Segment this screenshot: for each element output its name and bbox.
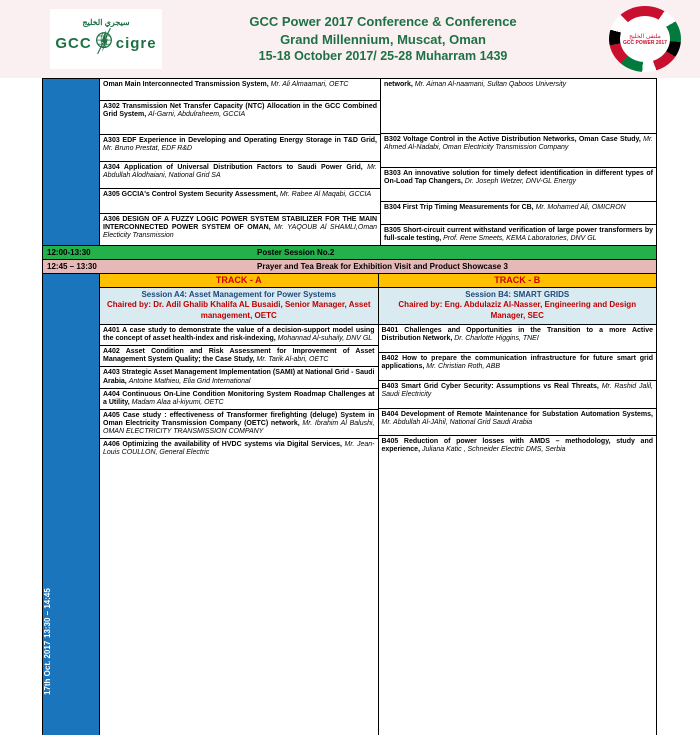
- paper-authors: Mr. Rashid Jalil, Saudi Electricity: [381, 383, 654, 399]
- paper-title: A402 Asset Condition and Risk Assessment for Improvement of Asset Management System Quality; the Case Study,: [103, 348, 375, 364]
- paper-row: [100, 79, 380, 101]
- paper-authors: Mr. Aiman Al-naamani, Sultan Qaboos University: [414, 81, 567, 88]
- paper-authors: Al-Garni, Abdulraheem, GCCIA: [148, 111, 246, 119]
- paper-title: A405 Case study : effectiveness of Transformer firefighting (deluge) System in Oman Electricity Transmission Company (OETC) network,: [103, 411, 375, 427]
- paper-row: [100, 367, 378, 388]
- paper-title: A305 GCCIA's Control System Security Assessment,: [103, 191, 278, 198]
- morning-date-sidebar: [43, 79, 100, 245]
- paper-row: [100, 214, 380, 245]
- poster-session-label: Poster Session No.2: [257, 248, 335, 258]
- paper-authors: Juliana Katic , Schneider Electric DMS, Serbia: [421, 446, 566, 454]
- paper-title: A404 Continuous On-Line Condition Monitoring System Roadmap Challenges at a Utility,: [103, 390, 375, 406]
- paper-title: B305 Short-circuit current withstand verification of large power transformers by full-scale testing,: [384, 227, 653, 243]
- poster-session-time: 12:00-13:30: [47, 248, 91, 258]
- paper-authors: Mr. Rabee Al Maqabi, GCCIA: [279, 191, 372, 198]
- paper-row: [379, 325, 657, 353]
- track-a-header: TRACK - A: [100, 274, 378, 288]
- conference-title: [162, 13, 604, 65]
- paper-row: [379, 381, 657, 409]
- gcc-power-2017-logo: [604, 3, 686, 75]
- paper-title: B401 Challenges and Opportunities in the Transition to a more Active Distribution Network,: [381, 327, 653, 343]
- session-a4-papers: [100, 325, 378, 735]
- paper-row: [381, 168, 656, 202]
- paper-row: [100, 135, 380, 162]
- paper-authors: Dr. Charlotte Higgins, TNEI: [454, 335, 539, 343]
- paper-row: [379, 436, 657, 735]
- title-line-1: GCC Power 2017 Conference & Conference: [249, 14, 517, 30]
- poster-session-band: [42, 246, 657, 260]
- paper-title: A302 Transmission Net Transfer Capacity (NTC) Allocation in the GCC Combined Grid System,: [103, 103, 377, 119]
- paper-row: [100, 439, 378, 735]
- paper-authors: Mr. Tarik Al-abri, OETC: [256, 356, 329, 364]
- paper-title: A306 DESIGN OF A FUZZY LOGIC POWER SYSTEM STABILIZER FOR THE MAIN INTERCONNECTED POWER SYSTEM OF OMAN,: [103, 216, 377, 232]
- paper-row: [381, 79, 656, 134]
- paper-authors: Mr. Jean-Louis COULLON, General Electric: [103, 440, 375, 456]
- track-a-column: [100, 274, 379, 735]
- paper-title: A304 Application of Universal Distribution Factors to Saudi Power Grid,: [103, 164, 363, 171]
- session-b4-papers: [379, 325, 657, 735]
- gcc-cigre-logo-arabic: سيجري الخليج: [82, 18, 130, 27]
- session-b4-title: Session B4: SMART GRIDS: [465, 290, 570, 300]
- paper-authors: Mr. YAQOUB Al SHAMLI,Oman Electicity Transmission: [103, 224, 377, 240]
- paper-title: B303 An innovative solution for timely defect identification in different types of On-Load Tap Changers,: [384, 170, 653, 186]
- paper-title: network,: [384, 81, 413, 88]
- paper-authors: Mr. Ibrahim Al Balushi, OMAN ELECTRICITY TRANSMISSION COMPANY: [103, 419, 375, 435]
- gcc-power-logo-arabic: ملتقى الخليج: [629, 33, 661, 40]
- session-b4-header: [379, 288, 657, 325]
- paper-row: [100, 389, 378, 410]
- track-b-header: TRACK - B: [379, 274, 657, 288]
- paper-authors: Mr. Ali Almaamari, OETC: [270, 81, 349, 88]
- paper-title: Oman Main Interconnected Transmission System,: [103, 81, 269, 88]
- oman-flag-ring-icon: [609, 6, 681, 72]
- title-line-2: Grand Millennium, Muscat, Oman: [280, 31, 486, 47]
- track-b-column: [379, 274, 657, 735]
- gcc-cigre-logo: [50, 9, 162, 69]
- paper-row: [100, 410, 378, 439]
- paper-row: [381, 134, 656, 168]
- paper-authors: Antoine Mathieu, Elia Grid International: [128, 377, 251, 385]
- paper-title: A406 Optimizing the availability of HVDC systems via Digital Services,: [103, 440, 342, 448]
- paper-authors: Mr. Mohamed Ali, OMICRON: [535, 204, 626, 211]
- morning-track-b-column: [381, 79, 656, 245]
- gcc-power-logo-name: GCC POWER 2017: [623, 39, 667, 46]
- session-a4-chair: Chaired by: Dr. Adil Ghalib Khalifa AL Busaidi, Senior Manager, Asset management, OETC: [107, 300, 371, 320]
- session-a4-title: Session A4: Asset Management for Power Systems: [141, 290, 337, 300]
- morning-track-a-column: [100, 79, 381, 245]
- paper-title: B405 Reduction of power losses with AMDS – methodology, study and experience,: [381, 438, 653, 454]
- paper-row: [100, 189, 380, 214]
- paper-title: A401 A case study to demonstrate the value of a decision-support model using the concept of asset health-index and risk-indexing,: [103, 327, 375, 343]
- paper-title: B402 How to prepare the communication infrastructure for future smart grid applications,: [381, 355, 653, 371]
- session-a4-header: [100, 288, 378, 325]
- paper-title: B302 Voltage Control in the Active Distribution Networks, Oman Case Study,: [384, 136, 641, 143]
- cigre-logo-text: cigre: [115, 35, 157, 52]
- paper-row: [100, 325, 378, 346]
- paper-row: [381, 225, 656, 245]
- prayer-break-label: Prayer and Tea Break for Exhibition Visit and Product Showcase 3: [257, 262, 508, 272]
- title-line-3: 15-18 October 2017/ 25-28 Muharram 1439: [258, 49, 508, 64]
- paper-title: B404 Development of Remote Maintenance for Substation Automation Systems,: [381, 411, 653, 419]
- paper-authors: Mohannad Al-suhaily, DNV GL: [277, 335, 373, 343]
- afternoon-sessions-table: [42, 274, 657, 735]
- paper-authors: Mr. Bruno Prestat, EDF R&D: [103, 145, 193, 153]
- session-b4-chair: Chaired by: Eng. Abdulaziz Al-Nasser, Engineering and Design Manager, SEC: [398, 300, 637, 320]
- paper-authors: Mr. Ahmed Al-Nadabi, Oman Electricity Transmission Company: [384, 136, 653, 152]
- afternoon-date-sidebar: [43, 274, 100, 735]
- paper-row: [100, 101, 380, 135]
- morning-sessions-table: [42, 78, 657, 246]
- paper-row: [379, 409, 657, 436]
- paper-authors: Mr. Abdullah Alodhaiani, National Grid SA: [103, 164, 377, 180]
- paper-authors: Mr. Abdullah Al-JAhil, National Grid Saudi Arabia: [381, 419, 533, 427]
- page-header: [0, 0, 700, 78]
- paper-title: B304 First Trip Timing Measurements for CB,: [384, 204, 534, 211]
- paper-row: [379, 353, 657, 381]
- paper-row: [100, 346, 378, 367]
- paper-row: [100, 162, 380, 189]
- paper-title: B403 Smart Grid Cyber Security: Assumptions vs Real Threats,: [381, 383, 599, 391]
- prayer-break-band: [42, 260, 657, 274]
- gcc-logo-text: GCC: [55, 35, 92, 52]
- paper-authors: Prof. Rene Smeets, KEMA Laboratories, DNV GL: [443, 235, 597, 243]
- paper-title: A403 Strategic Asset Management Implementation (SAMI) at National Grid - Saudi Arabia,: [103, 369, 375, 385]
- paper-authors: Dr. Joseph Wetzer, DNV-GL Energy: [464, 178, 577, 186]
- prayer-break-time: 12:45 – 13:30: [47, 262, 97, 272]
- paper-authors: Mr. Christian Roth, ABB: [426, 363, 501, 371]
- afternoon-sidebar-time: 13:30 – 14:45: [43, 588, 52, 638]
- globe-lightning-icon: [93, 27, 115, 60]
- paper-title: A303 EDF Experience in Developing and Operating Energy Storage in T&D Grid,: [103, 137, 377, 144]
- paper-row: [381, 202, 656, 225]
- afternoon-sidebar-date: 17th Oct. 2017: [43, 640, 52, 696]
- paper-authors: Madam Alaa al-kiyumi, OETC: [131, 398, 224, 406]
